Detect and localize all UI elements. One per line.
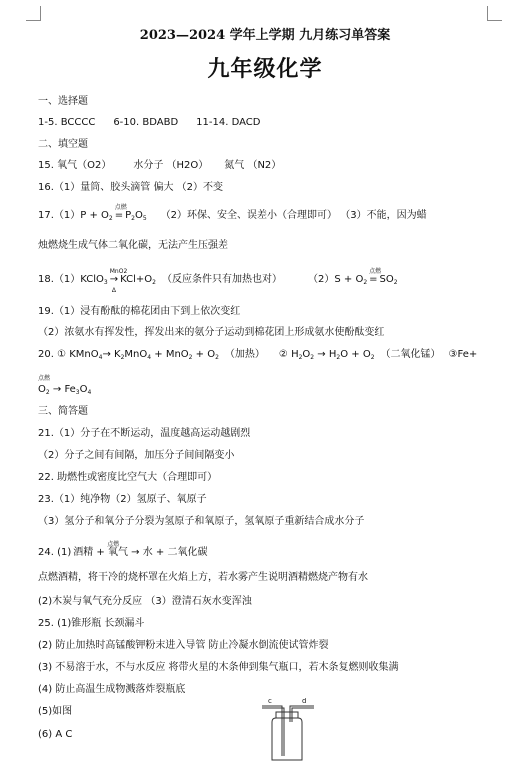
answer-note: （二氧化锰） bbox=[380, 349, 441, 360]
answer-line-24c: (2)木炭与氧气充分反应 （3）澄清石灰水变浑浊 bbox=[38, 596, 252, 607]
equation-text: 17.（1）P + O bbox=[38, 210, 109, 221]
equation-text: O bbox=[38, 384, 46, 395]
reaction-condition: 点燃 bbox=[369, 268, 382, 275]
reaction-arrow: 点燃 = bbox=[369, 268, 382, 285]
equation-text: → K bbox=[102, 349, 121, 360]
equation-text: O bbox=[302, 349, 311, 360]
reaction-arrow: MnO2 → Δ bbox=[110, 274, 118, 286]
equation-text: （2）S + O bbox=[308, 274, 364, 285]
answer-line-19: 19.（1）浸有酚酞的棉花团由下到上依次变红 bbox=[38, 306, 241, 317]
equation-text: ③Fe+ bbox=[448, 349, 478, 360]
answer-text: 11-14. DACD bbox=[196, 117, 261, 128]
equation-text: SO bbox=[379, 274, 394, 285]
subject-title: 九年级化学 bbox=[207, 57, 323, 82]
equation-text: P bbox=[125, 210, 132, 221]
answer-line-23b: （3）氢分子和氧分子分裂为氢原子和氧原子，氢氧原子重新结合成水分子 bbox=[38, 516, 365, 527]
tube-label-c: c bbox=[268, 698, 272, 705]
page-corner-mark bbox=[487, 6, 502, 21]
answer-line-25: 25. (1)锥形瓶 长颈漏斗 bbox=[38, 618, 145, 629]
equation-text: + MnO bbox=[151, 349, 189, 360]
equation-text: O bbox=[79, 384, 88, 395]
answer-line-21b: （2）分子之间有间隔，加压分子间间隔变小 bbox=[38, 450, 235, 461]
bottle-body bbox=[272, 718, 302, 760]
subscript: 3 bbox=[103, 279, 108, 286]
answer-line-25c: (3) 不易溶于水，不与水反应 将带火星的木条伸到集气瓶口，若木条复燃则收集满 bbox=[38, 662, 399, 673]
equation-text: 20. ① KMnO bbox=[38, 349, 99, 360]
subscript: 2 bbox=[108, 215, 113, 222]
answer-line-16: 16.（1）量筒、胶头滴管 偏大 （2）不变 bbox=[38, 182, 223, 193]
answer-line-1 bbox=[38, 117, 260, 129]
answer-line-25f: (6) A C bbox=[38, 729, 73, 740]
page-corner-mark bbox=[26, 6, 41, 21]
answer-note: （加热） bbox=[224, 349, 265, 360]
answer-line-21: 21.（1）分子在不断运动，温度越高运动越剧烈 bbox=[38, 428, 251, 439]
answer-text: （2）环保、安全、误差小（合理即可） （3）不能，因为蜡 bbox=[160, 210, 427, 221]
equation-text: + O bbox=[192, 349, 216, 360]
answer-text: 水分子 （H2O） bbox=[133, 160, 209, 171]
answer-line-24b: 点燃酒精，将干冷的烧杯罩在火焰上方，若水雾产生说明酒精燃烧产物有水 bbox=[38, 572, 368, 583]
answer-text: 6-10. BDABD bbox=[113, 117, 179, 128]
section-heading: 一、选择题 bbox=[38, 96, 88, 107]
stopper bbox=[276, 712, 298, 718]
equation-text: 18.（1）KClO bbox=[38, 274, 104, 285]
answer-line-15 bbox=[38, 160, 281, 172]
answer-line-17: $17.(1)P + O_2$ 点燃 = $P_2O_5$ （2）环保、安全、误差小（合理即可） （3）不能，因为蜡 bbox=[38, 204, 427, 222]
catalyst-label: MnO2 bbox=[109, 268, 128, 275]
equation-text: → H bbox=[314, 349, 337, 360]
answer-line-20: 20. ① KMnO$_4$→ $K_2MnO_4 + MnO_2 + O_2$ （加热） ② $H_2O_2 \to H_2O + O_2$ （二氧化锰） ③Fe+ bbox=[38, 349, 478, 361]
heat-symbol: Δ bbox=[111, 287, 116, 294]
equation-text: 24. (1) bbox=[38, 547, 72, 558]
subscript: 2 bbox=[393, 279, 398, 286]
subscript: 5 bbox=[142, 215, 147, 222]
subscript: 2 bbox=[131, 215, 135, 222]
answer-line-25d: (4) 防止高温生成物溅落炸裂瓶底 bbox=[38, 684, 186, 695]
answer-line-17-cont: 烛燃烧生成气体二氧化碳，无法产生压强差 bbox=[38, 240, 228, 251]
subscript: 2 bbox=[152, 279, 156, 286]
answer-line-25b: (2) 防止加热时高锰酸钾粉末进入导管 防止冷凝水倒流使试管炸裂 bbox=[38, 640, 329, 651]
answer-text: 氮气 （N2） bbox=[224, 160, 282, 171]
answer-line-18 bbox=[38, 268, 398, 294]
equation-text: O + O bbox=[340, 349, 371, 360]
equation-text: KCl+O bbox=[120, 274, 153, 285]
answer-line-22: 22. 助燃性或密度比空气大（合理即可） bbox=[38, 472, 218, 483]
gas-collection-bottle-figure bbox=[254, 698, 324, 764]
equation-text: MnO bbox=[124, 349, 148, 360]
section-heading: 二、填空题 bbox=[38, 139, 88, 150]
answer-note: （反应条件只有加热也对） bbox=[162, 274, 282, 285]
equation-text: → Fe bbox=[49, 384, 76, 395]
section-heading: 三、简答题 bbox=[38, 406, 88, 417]
equation-text: ② H bbox=[278, 349, 299, 360]
answer-line-20-cont: $O_2 \to Fe_3O_4$ bbox=[38, 384, 92, 396]
reaction-condition: 点燃 bbox=[38, 375, 51, 382]
answer-text: 1-5. BCCCC bbox=[38, 117, 96, 128]
reaction-arrow: 点燃 = bbox=[114, 204, 127, 221]
tube-label-d: d bbox=[302, 698, 307, 705]
answer-text: 15. 氧气（O2） bbox=[38, 160, 112, 171]
subscript: 2 bbox=[363, 279, 368, 286]
answer-line-19b: （2）浓氨水有挥发性，挥发出来的氨分子运动到棉花团上形成氨水使酚酞变红 bbox=[38, 327, 385, 338]
answer-line-23: 23.（1）纯净物（2）氢原子、氧原子 bbox=[38, 494, 207, 505]
answer-line-24 bbox=[38, 541, 208, 559]
page-title: 2023—2024 学年上学期 九月练习单答案 bbox=[139, 28, 391, 43]
reaction-condition: 点燃 bbox=[114, 204, 127, 211]
word-equation: 点燃 酒精 + 氧气 → 水 + 二氧化碳 bbox=[73, 541, 208, 558]
reaction-condition: 点燃 bbox=[107, 541, 120, 548]
answer-line-25e: (5)如图 bbox=[38, 706, 73, 717]
